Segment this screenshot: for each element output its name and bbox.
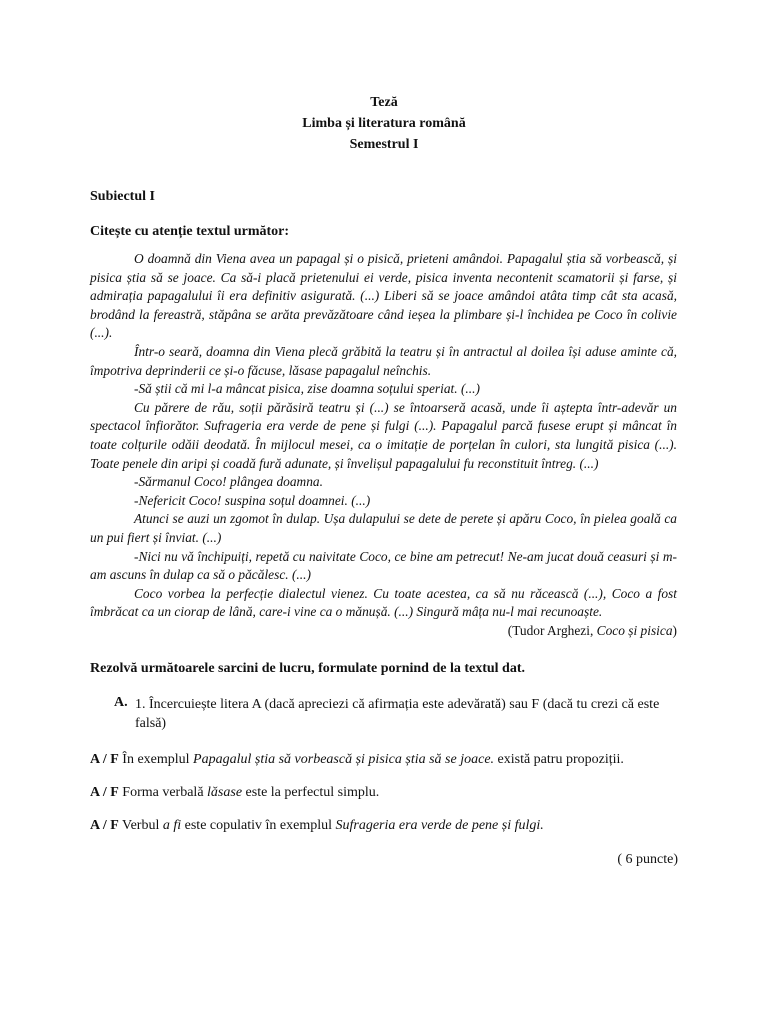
exam-semester: Semestrul I [349, 137, 419, 152]
source-title: Coco și pisica [596, 622, 673, 638]
tasks-heading: Rezolvă următoarele sarcini de lucru, formulate pornind de la textul dat. [90, 661, 525, 676]
story-paragraph: Atunci se auzi un zgomot în dulap. Ușa dulapului se dete de perete și apăru Coco, în pielea goală ca un pui fiert și înviat. (...) [90, 511, 677, 545]
exam-subject: Limba și literatura română [302, 116, 466, 131]
story-source [90, 622, 677, 641]
task-item [90, 750, 690, 769]
points-label: ( 6 puncte) [617, 852, 678, 867]
task-item-text: Forma verbală [118, 785, 208, 800]
task-item-mark[interactable]: A / F [90, 818, 119, 833]
task-item-text: există patru propoziții. [494, 752, 624, 767]
exam-title: Teză [370, 95, 398, 110]
task-item-mark[interactable]: A / F [90, 785, 119, 800]
story-paragraph: -Nefericit Coco! suspina soțul doamnei. (...) [134, 492, 371, 508]
source-open: (Tudor Arghezi, [507, 622, 597, 638]
story-paragraph: Într-o seară, doamna din Viena plecă grăbită la teatru și în antractul al doilea își aduse aminte că, împotriva deprinderii ce și-o făcuse, lăsase papagalul neînchis. [90, 343, 677, 378]
task-item-example: lăsase [207, 785, 243, 800]
task-item-example: Sufrageria era verde de pene și fulgi. [335, 818, 544, 833]
task-item-text: În exemplul [118, 752, 194, 767]
story-text [90, 250, 677, 640]
task-a-label: A. [114, 695, 128, 710]
task-a-instruction: 1. Încercuiește litera A (dacă apreciezi că afirmația este adevărată) sau F (dacă tu crezi că este falsă) [135, 697, 660, 731]
task-item-example: a fi [162, 818, 182, 833]
story-paragraph: -Nici nu vă închipuiți, repetă cu naivitate Coco, ce bine am petrecut! Ne-am jucat două ceasuri și m-am ascuns în dulap ca să o păcălesc. (...) [90, 548, 677, 583]
story-paragraph: O doamnă din Viena avea un papagal și o pisică, prieteni amândoi. Papagalul știa să vorbească, și pisica știa să se joace. Ca să-i placă prietenului ei verde, pisica inventa necontenit scamatorii și farse, și admirația papagalului îi era definitiv asigurată. (...) Liberi să se joace amândoi atâta timp cât sta acasă, brodând la fereastră, stăpâna se arăta prevăzătoare când ieșea la plimbare și-l închidea pe Coco în colivie (...). [90, 251, 677, 341]
source-close: ) [672, 622, 677, 638]
story-paragraph: -Să știi că mi l-a mâncat pisica, zise doamna soțului speriat. (...) [134, 381, 480, 397]
story-paragraph: Coco vorbea la perfecție dialectul vienez. Cu toate acestea, ca să nu răcească (...), Coco a fost îmbrăcat ca un ciorap de lână, care-i vine ca o mănușă. (...) Singură mâța nu-l mai recunoaște. [90, 585, 677, 620]
reading-instruction: Citește cu atenție textul următor: [90, 224, 290, 239]
task-item-text: este la perfectul simplu. [242, 785, 380, 800]
story-paragraph: Cu părere de rău, soții părăsiră teatru și (...) se întoarseră acasă, unde îi aștepta într-adevăr un spectacol înfiorător. Sufrageria era verde de pene și fulgi (...). Papagalul parcă fusese erupt și mâncat în toate colțurile odăii deodată. În mijlocul mesei, ca o imitație de porțelan în culori, sta lungită pisica (...). Toate penele din aripi și coadă fură adunate, și învelișul papagalului fu reconstituit întreg. (...) [90, 399, 677, 471]
task-item [90, 783, 690, 802]
story-paragraph: -Sărmanul Coco! plângea doamna. [134, 474, 323, 490]
section-heading: Subiectul I [90, 189, 155, 204]
task-item [90, 816, 690, 835]
task-item-text: este copulativ în exemplul [181, 818, 336, 833]
task-item-example: Papagalul știa să vorbească și pisica știa să se joace. [193, 752, 495, 767]
task-item-text: Verbul [118, 818, 163, 833]
task-item-mark[interactable]: A / F [90, 752, 119, 767]
